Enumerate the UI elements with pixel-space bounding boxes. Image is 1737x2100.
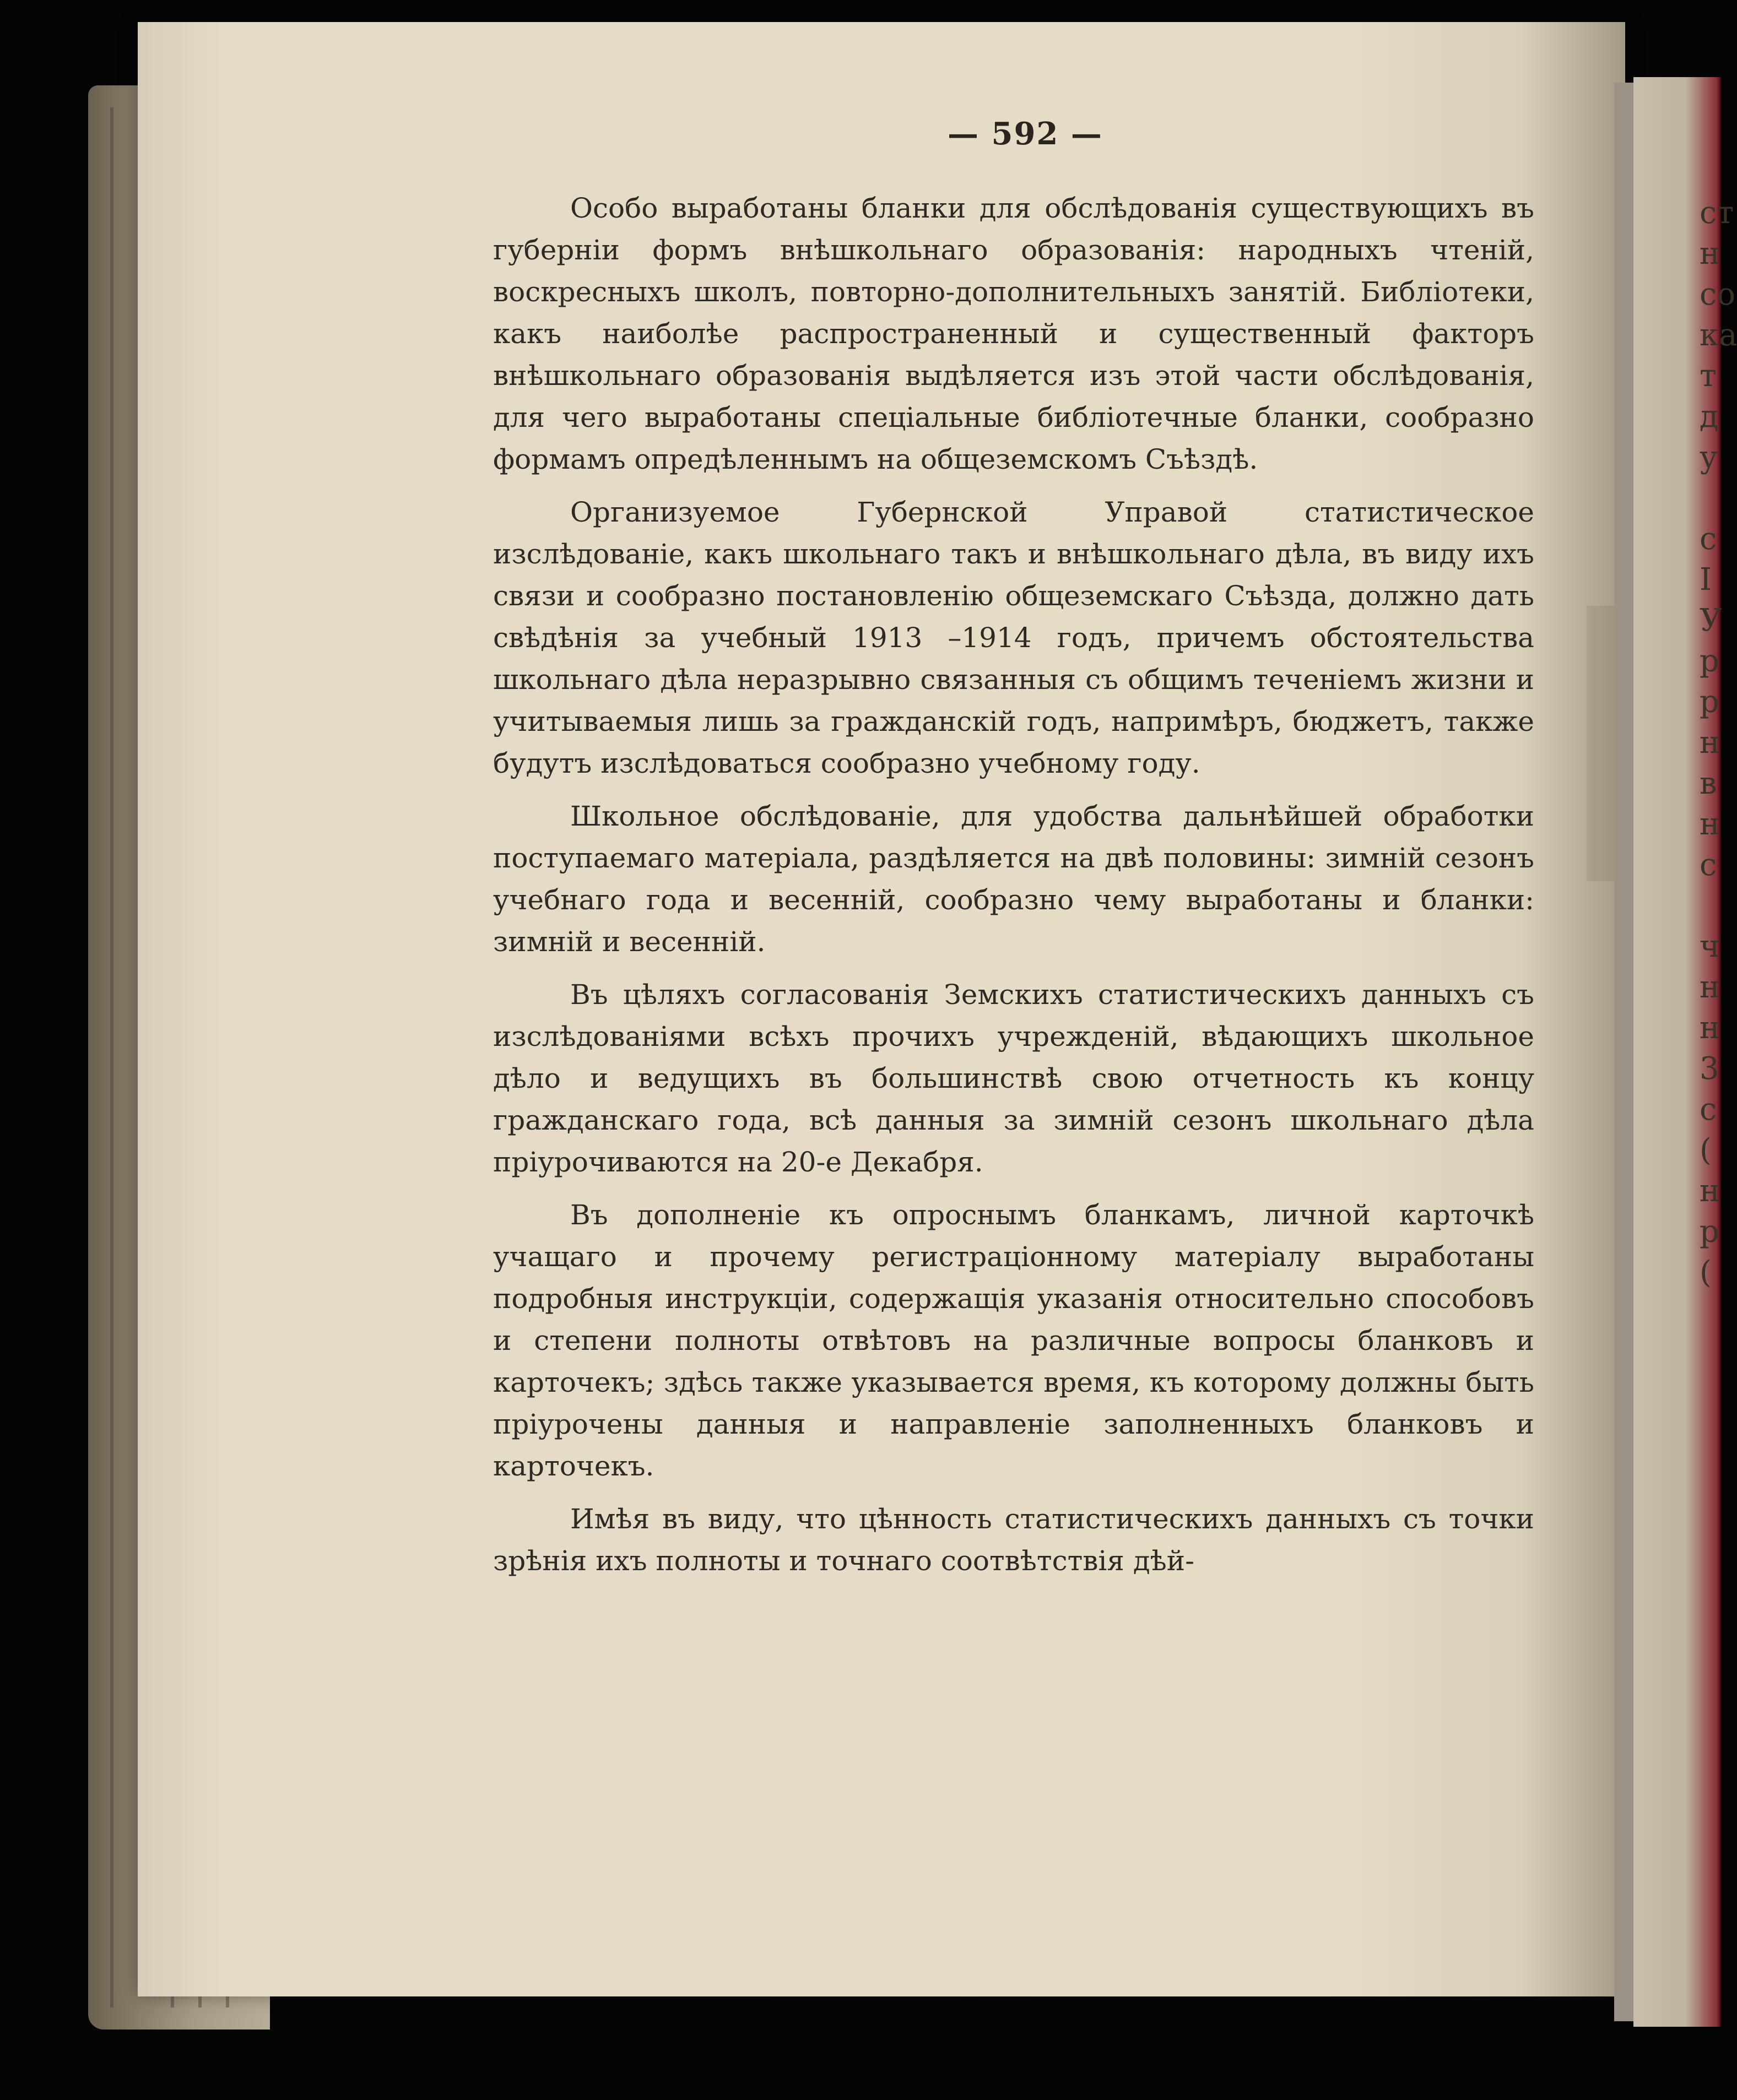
paragraph: Въ дополненіе къ опроснымъ бланкамъ, личной карточкѣ учащаго и прочему регистраціонному матеріалу выработаны подробныя инструкціи, содержащія указанія относительно способовъ и степени полноты отвѣтовъ на различные вопросы бланковъ и карточекъ; здѣсь также указывается время, къ которому должны быть пріурочены данныя и направленіе заполненныхъ бланковъ и карточекъ. xyxy=(493,1199,1534,1482)
opposite-line: р xyxy=(1700,1214,1719,1250)
opposite-line: н xyxy=(1700,236,1720,272)
gutter xyxy=(1614,83,1633,2021)
opposite-line: р xyxy=(1700,643,1719,679)
page-edge-line xyxy=(110,107,113,2007)
opposite-line: У xyxy=(1700,603,1722,638)
opposite-line: н xyxy=(1700,1010,1720,1046)
paragraph: Имѣя въ виду, что цѣнность статистическихъ данныхъ съ точки зрѣнія ихъ полноты и точнаго соотвѣтствія дѣй- xyxy=(493,1503,1534,1577)
page-number: — 592 — xyxy=(948,116,1103,152)
opposite-line: т xyxy=(1700,358,1717,394)
opposite-line: ( xyxy=(1700,1255,1712,1290)
opposite-line: ( xyxy=(1700,1132,1712,1168)
paragraph: Школьное обслѣдованіе, для удобства дальнѣйшей обработки поступаемаго матеріала, раздѣляется на двѣ половины: зимній сезонъ учебнаго года и весенній, сообразно чему выработаны и бланки: зимній и весенній. xyxy=(493,800,1534,958)
opposite-line xyxy=(1700,886,1722,926)
opposite-line xyxy=(1700,478,1722,519)
opposite-line: со xyxy=(1700,276,1736,312)
opposite-line: д xyxy=(1700,399,1719,435)
opposite-line: н xyxy=(1700,969,1720,1005)
opposite-line: I xyxy=(1700,562,1712,598)
opposite-line: ч xyxy=(1700,929,1720,964)
opposite-line: в xyxy=(1700,766,1717,801)
paragraph: Организуемое Губернской Управой статистическое изслѣдованіе, какъ школьнаго такъ и внѣшкольнаго дѣла, въ виду ихъ связи и сообразно постановленію общеземскаго Съѣзда, должно дать свѣдѣнія за учебный 1913 –1914 годъ, причемъ обстоятельства школьнаго дѣла неразрывно связанныя съ общимъ теченіемъ жизни и учитываемыя лишь за гражданскій годъ, напримѣръ, бюджетъ, также будутъ изслѣдоваться сообразно учебному году. xyxy=(493,496,1534,779)
paragraph: Въ цѣляхъ согласованія Земскихъ статистическихъ данныхъ съ изслѣдованіями всѣхъ прочихъ учрежденій, вѣдающихъ школьное дѣло и ведущихъ въ большинствѣ свою отчетность къ концу гражданскаго года, всѣ данныя за зимній сезонъ школьнаго дѣла пріурочиваются на 20-е Декабря. xyxy=(493,979,1534,1178)
opposite-line: ка xyxy=(1700,317,1737,353)
opposite-line: р xyxy=(1700,684,1719,720)
opposite-line: н xyxy=(1700,725,1720,761)
opposite-line: с xyxy=(1700,847,1717,883)
opposite-line: с xyxy=(1700,521,1717,557)
opposite-line: н xyxy=(1700,1173,1720,1209)
opposite-page-text xyxy=(1700,193,1737,1293)
opposite-line: ст xyxy=(1700,195,1734,231)
opposite-line: у xyxy=(1700,439,1718,475)
opposite-line: 3 xyxy=(1700,1051,1719,1087)
body-text xyxy=(493,187,1534,1593)
opposite-line: с xyxy=(1700,1092,1717,1127)
opposite-line: н xyxy=(1700,806,1720,842)
paragraph: Особо выработаны бланки для обслѣдованія существующихъ въ губерніи формъ внѣшкольнаго образованія: народныхъ чтеній, воскресныхъ школъ, повторно-дополнительныхъ занятій. Библіотеки, какъ наиболѣе распространенный и существенный факторъ внѣшкольнаго образованія выдѣляется изъ этой части обслѣдованія, для чего выработаны спеціальные библіотечные бланки, сообразно формамъ опредѣленнымъ на общеземскомъ Съѣздѣ. xyxy=(493,192,1534,475)
